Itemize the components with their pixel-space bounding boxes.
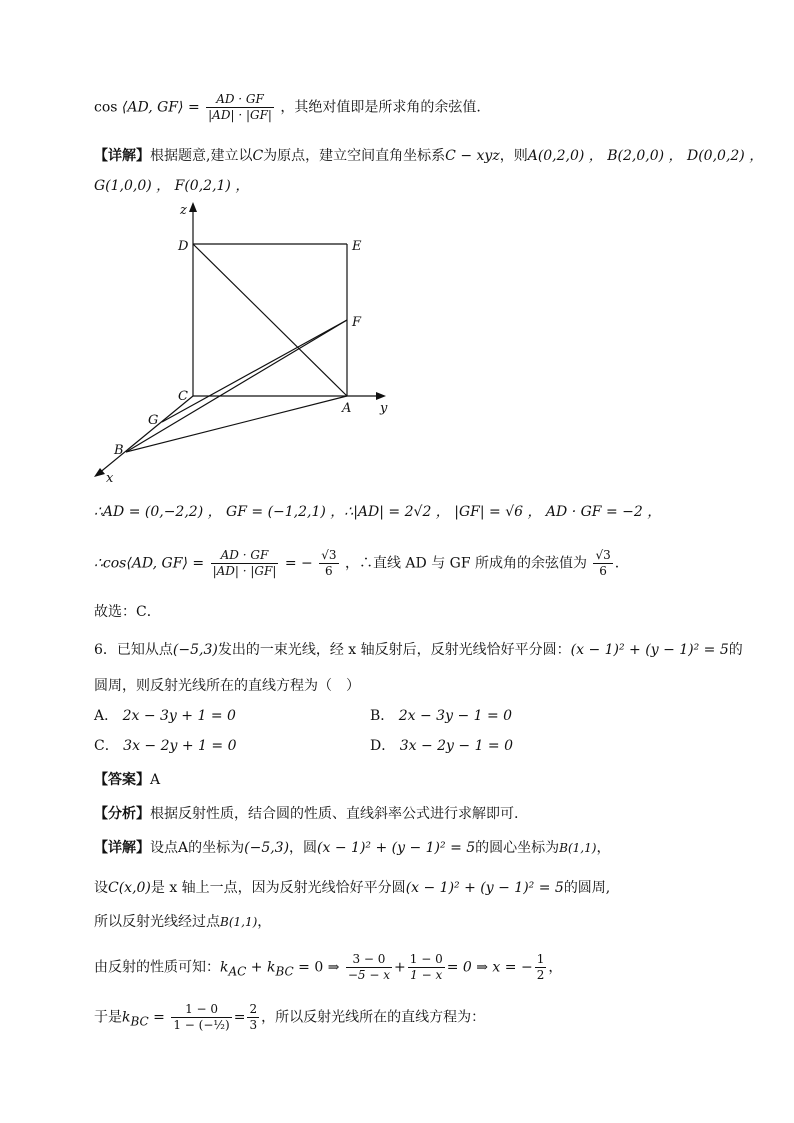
answer-fraction: [593, 548, 612, 579]
points-list-2: G(1,0,0) ， F(0,2,1) ，: [94, 178, 250, 194]
q6-point: (−5,3): [172, 642, 218, 658]
detail-text-2: 为原点，建立空间直角坐标系: [263, 148, 446, 164]
option-a[interactable]: [94, 706, 236, 726]
coordinate-system: C − xyz: [445, 148, 500, 164]
d2-text-e: 的圆心坐标为: [475, 840, 560, 856]
d2-l5-d: =: [148, 1009, 165, 1026]
fraction-5: [247, 1002, 259, 1033]
plus-sign: +: [394, 959, 406, 976]
d2-l4-f: = 0 ⇒: [293, 959, 340, 976]
d2-l3-a: 所以反射光线经过点: [94, 914, 220, 930]
slope-k: k: [220, 959, 229, 976]
answer-numerator: √3: [595, 548, 611, 562]
f1-num: 3 − 0: [346, 952, 392, 968]
d2-l5-f: ，所以反射光线所在的直线方程为：: [261, 1009, 486, 1026]
d2-l5-e: =: [233, 1009, 246, 1026]
answer-value: A: [150, 772, 161, 788]
option-key: A．: [94, 708, 119, 724]
question-6-line-1: [94, 640, 743, 660]
fraction-denominator: |AD| · |GF|: [208, 108, 272, 122]
detail-2-line-3: [94, 912, 271, 932]
detail-text: 根据题意,建立以: [150, 148, 253, 164]
equals-minus: = −: [284, 555, 313, 572]
option-d[interactable]: [370, 736, 513, 756]
points-list-1: A(0,2,0) ， B(2,0,0) ， D(0,0,2) ，: [527, 148, 764, 164]
cos-calc-fraction: [211, 548, 279, 579]
result-denominator: 6: [325, 564, 333, 578]
d2-l4-a: 由反射的性质可知：: [94, 959, 220, 976]
conclusion-text: ，∴直线 AD 与 GF 所成角的余弦值为: [344, 555, 587, 572]
label-y: y: [380, 401, 388, 416]
q6-text-c: 的: [728, 642, 743, 658]
detail-2-tag: 【详解】: [94, 840, 150, 856]
d2-l3-c: ，: [257, 914, 272, 930]
cos-fraction: [206, 92, 274, 123]
fraction-numerator: AD · GF: [211, 548, 279, 564]
segment-bf: [126, 320, 347, 452]
f4-den: 1 − (−½): [173, 1018, 230, 1032]
label-c: C: [178, 389, 188, 404]
d2-point-a: (−5,3): [244, 840, 290, 856]
slope-plus-k: + k: [246, 959, 276, 976]
label-z: z: [180, 203, 187, 218]
analysis-text: 根据反射性质，结合圆的性质、直线斜率公式进行求解即可.: [150, 806, 519, 822]
fraction-4: [171, 1002, 231, 1033]
choice-line: 故选：C．: [94, 604, 161, 620]
answer-tag: 【答案】: [94, 772, 150, 788]
option-equation: 3x − 2y − 1 = 0: [399, 738, 514, 754]
result-numerator: √3: [321, 548, 337, 562]
d2-circle: (x − 1)² + (y − 1)² = 5: [317, 840, 476, 856]
d2-l4-h: ，: [548, 959, 563, 976]
cos-text: cos: [94, 99, 118, 116]
label-a: A: [342, 401, 352, 416]
slope-sub-bc-2: BC: [130, 1014, 149, 1029]
x-axis: [98, 396, 193, 474]
slope-sub-bc: BC: [275, 964, 294, 979]
detail-2-line-1: [94, 838, 610, 858]
fraction-numerator: AD · GF: [206, 92, 274, 108]
d2-l5-a: 于是: [94, 1009, 122, 1026]
formula-explanation: ，其绝对值即是所求角的余弦值.: [280, 99, 481, 116]
d2-l4-g: = 0 ⇒ x = −: [446, 959, 533, 976]
detail-tag: 【详解】: [94, 148, 150, 164]
d2-l2-a: 设: [94, 880, 108, 896]
option-equation: 2x − 3y − 1 = 0: [398, 708, 513, 724]
f4-num: 1 − 0: [171, 1002, 231, 1018]
option-equation: 2x − 3y + 1 = 0: [122, 708, 236, 724]
fraction-3: [535, 952, 547, 983]
f3-den: 2: [536, 968, 545, 982]
d2-point-c: C(x,0): [108, 880, 151, 896]
option-key: B．: [370, 708, 395, 724]
label-x: x: [106, 471, 114, 486]
f5-den: 3: [249, 1018, 258, 1032]
d2-center: B(1,1): [559, 841, 597, 855]
fraction-1: [346, 952, 392, 983]
equals-sign: =: [187, 99, 200, 116]
vector-calc-line: ∴AD = (0,−2,2) ， GF = (−1,2,1) ，∴|AD| = 2√2 ， |GF| = √6 ， AD · GF = −2 ，: [94, 504, 662, 520]
detail-text-3: ，则: [499, 148, 528, 164]
d2-text-g: ，: [596, 840, 611, 856]
cosine-formula-line: [94, 92, 481, 123]
d2-l2-e: 的圆周,: [563, 880, 611, 896]
q6-circle-eq: (x − 1)² + (y − 1)² = 5: [570, 642, 729, 658]
f5-num: 2: [249, 1002, 258, 1016]
detail-line-1: [94, 146, 763, 166]
analysis-line: [94, 804, 518, 824]
fraction-denominator: |AD| · |GF|: [212, 564, 277, 578]
detail-2-line-5: [94, 1002, 485, 1033]
label-g: G: [148, 413, 159, 428]
f3-num: 1: [536, 952, 545, 966]
period: .: [614, 555, 620, 572]
d2-text-a: 设点A的坐标为: [150, 840, 245, 856]
f1-den: −5 − x: [347, 968, 391, 982]
answer-line: [94, 770, 160, 790]
option-b[interactable]: [370, 706, 512, 726]
option-c[interactable]: [94, 736, 237, 756]
cos-prefix: ∴cos⟨AD, GF⟩ =: [94, 555, 205, 572]
origin-label: C: [252, 148, 264, 164]
segment-da: [193, 244, 347, 396]
slope-k-bc: k: [122, 1009, 131, 1026]
label-b: B: [114, 443, 124, 458]
label-d: D: [178, 239, 189, 254]
label-e: E: [352, 239, 362, 254]
y-axis-arrow: [376, 392, 386, 400]
f2-den: 1 − x: [410, 968, 443, 982]
cosine-calc-line: [94, 548, 619, 579]
q6-text-b: 发出的一束光线，经 x 轴反射后，反射光线恰好平分圆：: [217, 642, 571, 658]
coordinate-figure: [80, 198, 400, 488]
z-axis-arrow: [189, 202, 197, 212]
result-fraction: [319, 548, 338, 579]
detail-2-line-2: [94, 878, 610, 898]
option-equation: 3x − 2y + 1 = 0: [123, 738, 237, 754]
label-f: F: [352, 315, 362, 330]
detail-2-line-4: [94, 952, 562, 983]
question-6-line-2: 圆周，则反射光线所在的直线方程为（ ）: [94, 678, 360, 694]
analysis-tag: 【分析】: [94, 806, 150, 822]
d2-text-c: ，圆: [289, 840, 318, 856]
d2-l2-c: 是 x 轴上一点，因为反射光线恰好平分圆: [150, 880, 406, 896]
d2-l2-circle: (x − 1)² + (y − 1)² = 5: [405, 880, 564, 896]
segment-gf: [162, 320, 347, 422]
answer-denominator: 6: [599, 564, 607, 578]
option-key: C．: [94, 738, 119, 754]
q6-text-a: 6．已知从点: [94, 642, 173, 658]
vector-pair: ⟨AD, GF⟩: [121, 99, 184, 116]
fraction-2: [408, 952, 445, 983]
option-key: D．: [370, 738, 396, 754]
f2-num: 1 − 0: [409, 952, 443, 966]
slope-sub-ac: AC: [228, 964, 247, 979]
d2-l3-point: B(1,1): [220, 915, 258, 929]
